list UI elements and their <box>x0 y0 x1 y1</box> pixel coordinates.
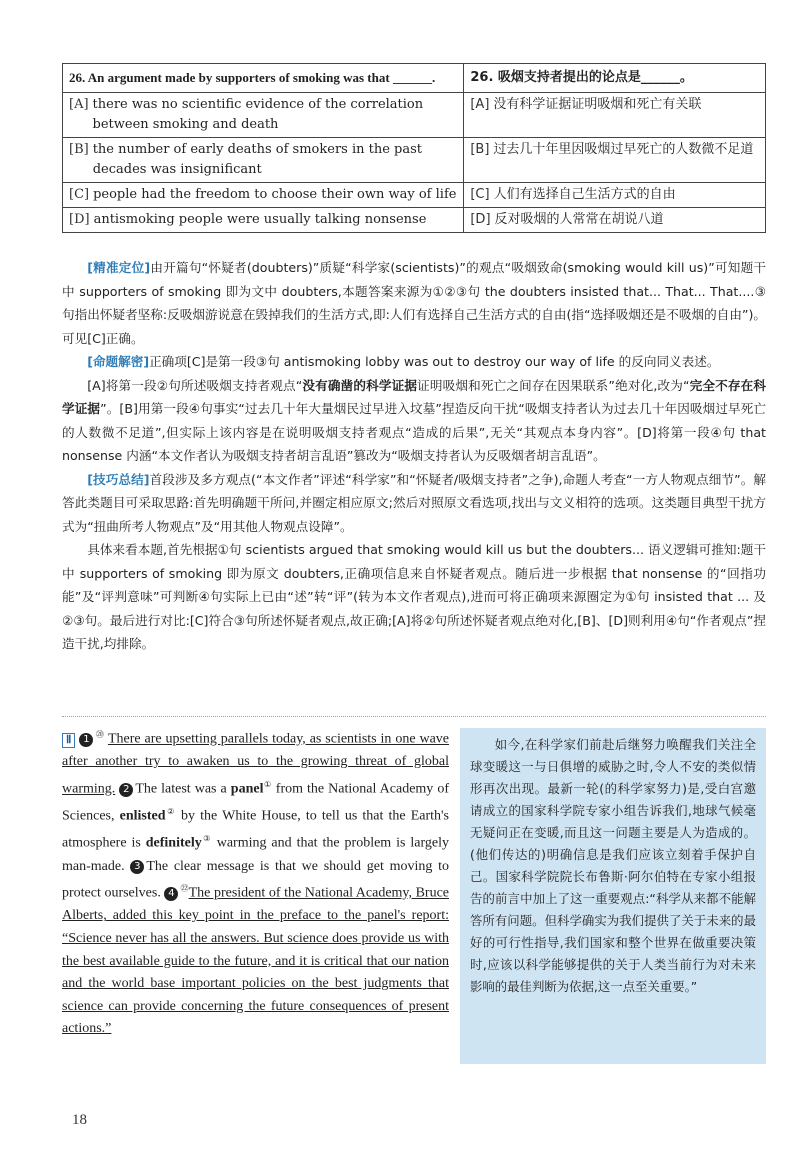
sentence-text: by the White House, to tell us that the Earth's atmosphere is <box>62 808 450 851</box>
option-key: [C] <box>470 187 490 202</box>
analysis-paragraph <box>62 350 766 374</box>
option-text-en: people had the freedom to choose their own way of life <box>93 187 457 202</box>
option-text-en: there was no scientific evidence of the correlation between smoking and death <box>92 97 424 132</box>
proposition-decode-tag: [命题解密] <box>87 354 150 369</box>
option-text-en: the number of early deaths of smokers in the past decades was insignificant <box>92 142 423 177</box>
sentence-number: 3 <box>130 860 144 874</box>
note-mark: ㉒ <box>180 884 189 894</box>
note-mark: ③ <box>201 834 212 844</box>
analysis-text: 由开篇句“怀疑者(doubters)”质疑“科学家(scientists)”的观点“吸烟致命(smoking would kill us)”可知题干中 supporters of smoking 即为文中 doubters,本题答案来源为①②③句 the doubters insisted that... That... That....③句指出怀疑者坚称:反吸烟游说意在毁掉我们的生活方式,即:人们有选择自己生活方式的自由(指“选择吸烟还是不吸烟的自由”)。可见[C]正确。 <box>62 260 767 346</box>
emphasis: 完全不存在科学证据 <box>62 377 767 416</box>
option-text-en: antismoking people were usually talking nonsense <box>93 212 427 227</box>
section-marker: Ⅱ <box>62 733 75 748</box>
option-row <box>63 93 766 138</box>
sentence-text: There are upsetting parallels today, as scientists in one wave after another try to awaken us to the growing threat of global warming. <box>62 731 450 797</box>
option-key: [A] <box>470 97 490 112</box>
translation-box <box>460 728 766 1064</box>
answer-analysis <box>62 256 766 656</box>
option-key: [C] <box>69 187 90 202</box>
sentence-text: The clear message is that we should get moving to protect ourselves. <box>62 858 450 901</box>
analysis-paragraph <box>62 374 766 468</box>
analysis-text: ”。[B]用第一段④句事实“过去几十年大量烟民过早进入坟墓”捏造反向干扰“吸烟支持者认为过去几十年因吸烟过早死亡的人数微不足道”,但实际上该内容是在说明吸烟支持者观点“造成的后果”,无关“其观点本身内容”。[D]将第一段④句 that nonsense 内涵“本文作者认为吸烟支持者胡言乱语”篡改为“吸烟支持者认为反吸烟者胡言乱语”。 <box>62 401 767 463</box>
option-key: [A] <box>69 97 89 112</box>
vocab-word: definitely <box>145 836 202 851</box>
option-text-zh: 反对吸烟的人常常在胡说八道 <box>494 212 664 227</box>
analysis-text: 首段涉及多方观点(“本文作者”评述“科学家”和“怀疑者/吸烟支持者”之争),命题人考查“一方人物观点细节”。解答此类题目可采取思路:首先明确题干所问,并圈定相应原文;然后对照原文看选项,找出与文义相符的选项。这类题目典型干扰方式为“扭曲所考人物观点”及“用其他人物观点设障”。 <box>62 471 766 534</box>
sentence-text: from the National Academy of Sciences, <box>62 781 450 824</box>
page-number: 18 <box>72 1112 87 1128</box>
vocab-word: enlisted <box>119 808 166 824</box>
option-key: [B] <box>470 142 490 157</box>
analysis-text: 正确项[C]是第一段③句 antismoking lobby was out to destroy our way of life 的反向同义表述。 <box>149 354 720 369</box>
option-row <box>63 183 766 208</box>
note-mark: ② <box>165 807 176 817</box>
emphasis: 没有确凿的科学证据 <box>302 377 418 393</box>
option-row <box>63 138 766 183</box>
option-text-zh: 人们有选择自己生活方式的自由 <box>493 187 676 202</box>
reading-passage <box>62 724 449 1041</box>
analysis-paragraph <box>62 468 766 539</box>
sentence-text: The latest was a <box>135 781 231 797</box>
precise-location-tag: [精准定位] <box>87 260 151 275</box>
note-mark: ① <box>263 779 272 789</box>
analysis-paragraph <box>62 256 766 350</box>
skill-summary-tag: [技巧总结] <box>87 471 150 487</box>
note-mark: ⑳ <box>95 730 105 739</box>
option-key: [B] <box>69 142 89 157</box>
option-row <box>63 208 766 233</box>
option-text-zh: 没有科学证据证明吸烟和死亡有关联 <box>493 97 702 112</box>
option-text-zh: 过去几十年里因吸烟过早死亡的人数微不足道 <box>493 142 754 157</box>
sentence-number: 4 <box>164 887 178 901</box>
translation-text: 如今,在科学家们前赴后继努力唤醒我们关注全球变暖这一与日俱增的威胁之时,令人不安的类似情形再次出现。最新一轮(的科学家努力)是,受白宫邀请成立的国家科学院专家小组告诉我们,地球气候毫无疑问正在变暖,而且这一问题主要是人为造成的。(他们传达的)明确信息是我们应该立刻着手保护自己。国家科学院院长布鲁斯·阿尔伯特在专家小组报告的前言中加上了这一重要观点:“科学从来都不能解答所有问题。但科学确实为我们提供了关于未来的最好的可行性指导,我们国家和整个世界在做重要决策时,应该以科学能够提供的关于人类当前行为对未来影响的最佳判断为依据,这一点至关重要。” <box>470 737 756 994</box>
option-key: [D] <box>470 212 491 227</box>
sentence-text: The president of the National Academy, Bruce Alberts, added this key point in the preface to the panel's report: “Science never has all the answers. But science does provide us with the best available guide to the future, and it is critical that our nation and the world base important policies on the best judgments that science can provide concerning the future consequences of present actions.” <box>62 885 450 1037</box>
analysis-text: [A]将第一段②句所述吸烟支持者观点“ <box>87 377 303 393</box>
option-key: [D] <box>69 212 90 227</box>
sentence-number: 1 <box>79 733 93 747</box>
section-divider <box>62 716 766 717</box>
analysis-text: 具体来看本题,首先根据①句 scientists argued that smoking would kill us but the doubters... 语义逻辑可推知:题干中 supporters of smoking 即为原文 doubters,正确项信息来自怀疑者观点。随后进一步根据 that nonsense 的“回指功能”及“评判意味”可判断④句实际上已由“述”转“评”(转为本文作者观点),进而可将正确项来源圈定为①句 insisted that ... 及②③句。最后进行对比:[C]符合③句所述怀疑者观点,故正确;[A]将②句所述怀疑者观点绝对化,[B]、[D]则利用④句“作者观点”捏造干扰,均排除。 <box>62 542 766 651</box>
sentence-number: 2 <box>119 783 133 797</box>
question-stem-zh: 26. 吸烟支持者提出的论点是______。 <box>464 64 766 93</box>
question-stem-en: 26. An argument made by supporters of smoking was that ______. <box>63 64 464 93</box>
analysis-paragraph <box>62 538 766 656</box>
analysis-text: 证明吸烟和死亡之间存在因果联系”绝对化,改为“ <box>417 377 690 393</box>
vocab-word: panel <box>230 781 264 797</box>
sentence-text: warming and that the problem is largely man-made. <box>62 836 450 874</box>
question-stem-row <box>63 64 766 93</box>
question-table <box>62 63 766 233</box>
